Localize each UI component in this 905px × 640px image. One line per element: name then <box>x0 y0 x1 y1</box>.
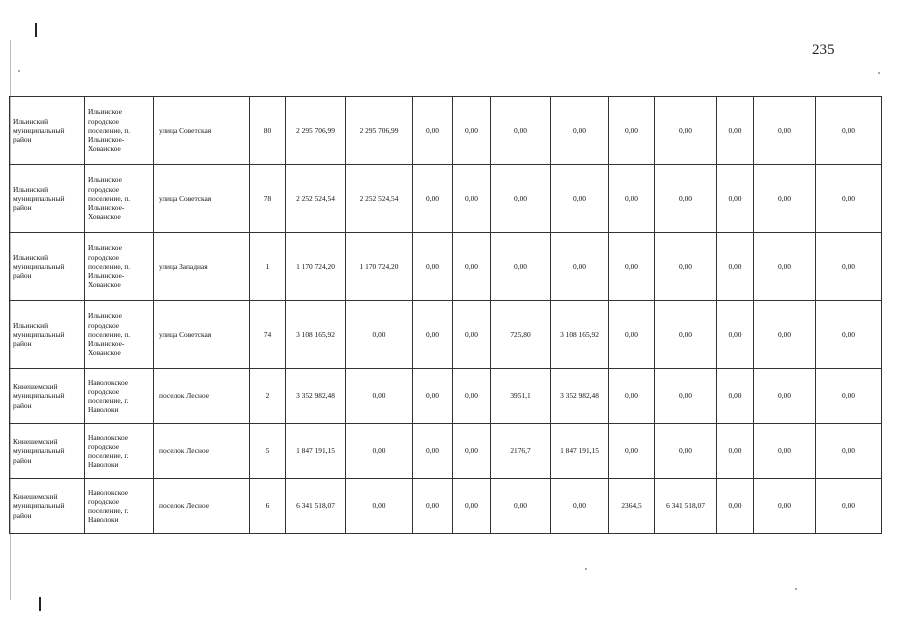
house-number-cell: 5 <box>250 424 286 479</box>
amount-cell: 0,00 <box>754 424 816 479</box>
settlement-cell: Ильинское городское поселение, п. Ильинское-Хованское <box>85 233 154 301</box>
district-cell: Ильинский муниципальный район <box>10 97 85 165</box>
amount-cell: 0,00 <box>609 424 655 479</box>
scan-speck <box>795 588 797 590</box>
house-number-cell: 74 <box>250 301 286 369</box>
amount-cell: 0,00 <box>754 301 816 369</box>
settlement-cell: Ильинское городское поселение, п. Ильинское-Хованское <box>85 97 154 165</box>
amount-cell: 725,80 <box>491 301 551 369</box>
amount-cell: 3951,1 <box>491 369 551 424</box>
data-table-container <box>9 96 881 534</box>
amount-cell: 1 170 724,20 <box>286 233 346 301</box>
amount-cell: 2364,5 <box>609 479 655 534</box>
settlement-cell: Наволокское городское поселение, г. Наволоки <box>85 424 154 479</box>
amount-cell: 0,00 <box>453 479 491 534</box>
house-number-cell: 2 <box>250 369 286 424</box>
amount-cell: 0,00 <box>609 301 655 369</box>
amount-cell: 0,00 <box>655 301 717 369</box>
table-row <box>10 301 882 369</box>
amount-cell: 0,00 <box>346 301 413 369</box>
amount-cell: 0,00 <box>816 301 882 369</box>
amount-cell: 0,00 <box>717 301 754 369</box>
page-number: 235 <box>812 42 835 58</box>
amount-cell: 0,00 <box>346 369 413 424</box>
amount-cell: 0,00 <box>453 97 491 165</box>
street-cell: улица Западная <box>154 233 250 301</box>
scan-speck <box>585 568 587 570</box>
table-row <box>10 424 882 479</box>
district-cell: Кинешемский муниципальный район <box>10 479 85 534</box>
amount-cell: 0,00 <box>491 233 551 301</box>
amount-cell: 0,00 <box>491 165 551 233</box>
amount-cell: 0,00 <box>413 301 453 369</box>
amount-cell: 1 847 191,15 <box>551 424 609 479</box>
amount-cell: 0,00 <box>717 97 754 165</box>
scan-speck <box>878 72 880 74</box>
table-row <box>10 369 882 424</box>
amount-cell: 2 295 706,99 <box>346 97 413 165</box>
street-cell: улица Советская <box>154 97 250 165</box>
amount-cell: 0,00 <box>413 369 453 424</box>
scan-speck <box>18 70 20 72</box>
district-cell: Ильинский муниципальный район <box>10 165 85 233</box>
amount-cell: 0,00 <box>491 479 551 534</box>
amount-cell: 2 252 524,54 <box>286 165 346 233</box>
amount-cell: 0,00 <box>551 165 609 233</box>
house-number-cell: 78 <box>250 165 286 233</box>
amount-cell: 2176,7 <box>491 424 551 479</box>
amount-cell: 3 352 982,48 <box>286 369 346 424</box>
table-row <box>10 233 882 301</box>
amount-cell: 0,00 <box>491 97 551 165</box>
amount-cell: 3 352 982,48 <box>551 369 609 424</box>
amount-cell: 1 847 191,15 <box>286 424 346 479</box>
amount-cell: 6 341 518,07 <box>286 479 346 534</box>
amount-cell: 0,00 <box>346 479 413 534</box>
amount-cell: 0,00 <box>816 97 882 165</box>
settlement-cell: Наволокское городское поселение, г. Наволоки <box>85 369 154 424</box>
amount-cell: 0,00 <box>816 479 882 534</box>
settlement-cell: Ильинское городское поселение, п. Ильинское-Хованское <box>85 301 154 369</box>
amount-cell: 0,00 <box>413 97 453 165</box>
amount-cell: 0,00 <box>754 97 816 165</box>
amount-cell: 0,00 <box>717 369 754 424</box>
amount-cell: 0,00 <box>655 369 717 424</box>
amount-cell: 0,00 <box>655 233 717 301</box>
table-row <box>10 479 882 534</box>
amount-cell: 0,00 <box>754 479 816 534</box>
amount-cell: 1 170 724,20 <box>346 233 413 301</box>
amount-cell: 0,00 <box>816 233 882 301</box>
district-cell: Кинешемский муниципальный район <box>10 369 85 424</box>
amount-cell: 0,00 <box>453 233 491 301</box>
amount-cell: 0,00 <box>609 97 655 165</box>
house-number-cell: 1 <box>250 233 286 301</box>
amount-cell: 0,00 <box>413 165 453 233</box>
amount-cell: 0,00 <box>551 479 609 534</box>
district-cell: Кинешемский муниципальный район <box>10 424 85 479</box>
amount-cell: 2 295 706,99 <box>286 97 346 165</box>
settlement-cell: Наволокское городское поселение, г. Наволоки <box>85 479 154 534</box>
amount-cell: 0,00 <box>655 97 717 165</box>
street-cell: поселок Лесное <box>154 479 250 534</box>
amount-cell: 3 108 165,92 <box>286 301 346 369</box>
amount-cell: 0,00 <box>453 301 491 369</box>
house-number-cell: 80 <box>250 97 286 165</box>
amount-cell: 0,00 <box>453 424 491 479</box>
district-cell: Ильинский муниципальный район <box>10 233 85 301</box>
amount-cell: 0,00 <box>551 97 609 165</box>
amount-cell: 2 252 524,54 <box>346 165 413 233</box>
street-cell: поселок Лесное <box>154 369 250 424</box>
scan-mark-top-left <box>35 23 37 37</box>
amount-cell: 0,00 <box>551 233 609 301</box>
table-row <box>10 165 882 233</box>
street-cell: поселок Лесное <box>154 424 250 479</box>
scan-mark-bottom-left <box>39 597 41 611</box>
amount-cell: 0,00 <box>655 165 717 233</box>
amount-cell: 0,00 <box>413 479 453 534</box>
amount-cell: 0,00 <box>816 165 882 233</box>
amount-cell: 0,00 <box>754 233 816 301</box>
district-cell: Ильинский муниципальный район <box>10 301 85 369</box>
amount-cell: 0,00 <box>717 233 754 301</box>
amount-cell: 0,00 <box>609 233 655 301</box>
amount-cell: 0,00 <box>754 369 816 424</box>
settlement-cell: Ильинское городское поселение, п. Ильинское-Хованское <box>85 165 154 233</box>
data-table <box>9 96 882 534</box>
amount-cell: 0,00 <box>816 369 882 424</box>
amount-cell: 0,00 <box>453 369 491 424</box>
street-cell: улица Советская <box>154 165 250 233</box>
amount-cell: 0,00 <box>609 369 655 424</box>
amount-cell: 0,00 <box>413 424 453 479</box>
amount-cell: 0,00 <box>717 424 754 479</box>
amount-cell: 0,00 <box>754 165 816 233</box>
amount-cell: 0,00 <box>346 424 413 479</box>
street-cell: улица Советская <box>154 301 250 369</box>
amount-cell: 3 108 165,92 <box>551 301 609 369</box>
amount-cell: 0,00 <box>609 165 655 233</box>
amount-cell: 0,00 <box>717 165 754 233</box>
amount-cell: 6 341 518,07 <box>655 479 717 534</box>
amount-cell: 0,00 <box>413 233 453 301</box>
amount-cell: 0,00 <box>717 479 754 534</box>
amount-cell: 0,00 <box>655 424 717 479</box>
table-row <box>10 97 882 165</box>
amount-cell: 0,00 <box>453 165 491 233</box>
amount-cell: 0,00 <box>816 424 882 479</box>
house-number-cell: 6 <box>250 479 286 534</box>
